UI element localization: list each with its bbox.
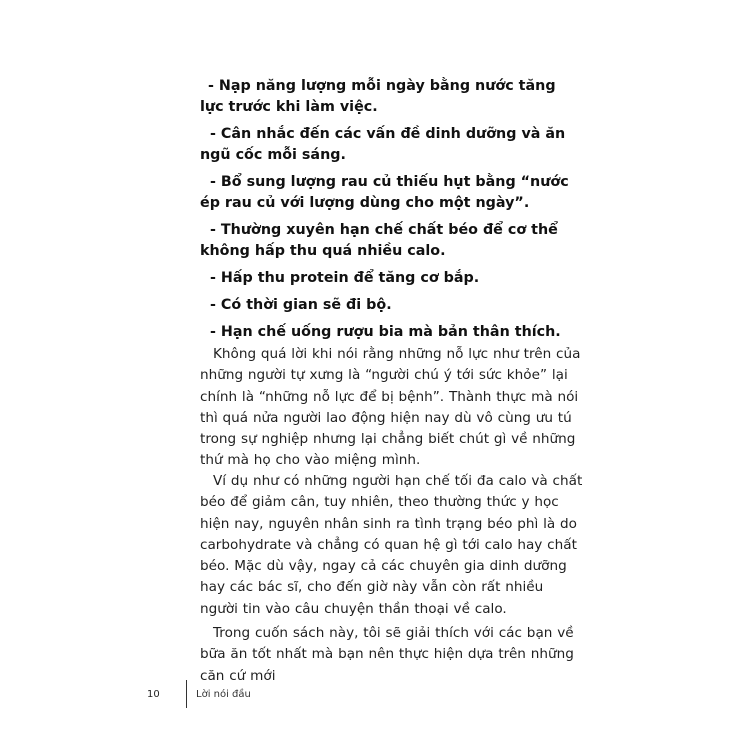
body-paragraph: Trong cuốn sách này, tôi sẽ giải thích với các bạn về bữa ăn tốt nhất mà bạn nên thực hiện dựa trên những căn cứ mới xyxy=(200,625,574,684)
bullet-item: - Nạp năng lượng mỗi ngày bằng nước tăng lực trước khi làm việc. xyxy=(200,78,556,115)
bullet-item: - Hấp thu protein để tăng cơ bắp. xyxy=(210,270,480,286)
bullet-item: - Cân nhắc đến các vấn đề dinh dưỡng và ăn ngũ cốc mỗi sáng. xyxy=(200,126,566,163)
bullet-item: - Hạn chế uống rượu bia mà bản thân thích. xyxy=(210,324,561,340)
footer-divider xyxy=(186,680,187,708)
body-paragraph: Không quá lời khi nói rằng những nỗ lực như trên của những người tự xưng là “người chú ý tới sức khỏe” lại chính là “những nỗ lực để bị bệnh”. Thành thực mà nói thì quá nửa người lao động hiện nay dù vô cùng ưu tú trong sự nghiệp nhưng lại chẳng biết chút gì về những thứ mà họ cho vào miệng mình. xyxy=(200,346,581,469)
page-footer xyxy=(0,680,750,710)
bullet-list xyxy=(200,76,584,349)
page-number: 10 xyxy=(147,689,160,700)
section-title: Lời nói đầu xyxy=(196,689,251,700)
body-paragraph: Ví dụ như có những người hạn chế tối đa calo và chất béo để giảm cân, tuy nhiên, theo thường thức y học hiện nay, nguyên nhân sinh ra tình trạng béo phì là do carbohydrate và chẳng có quan hệ gì tới calo hay chất béo. Mặc dù vậy, ngay cả các chuyên gia dinh dưỡng hay các bác sĩ, cho đến giờ này vẫn còn rất nhiều người tin vào câu chuyện thần thoại về calo. xyxy=(200,473,583,617)
bullet-item: - Có thời gian sẽ đi bộ. xyxy=(210,297,392,313)
bullet-item: - Thường xuyên hạn chế chất béo để cơ thể không hấp thu quá nhiều calo. xyxy=(200,222,558,259)
bullet-item: - Bổ sung lượng rau củ thiếu hụt bằng “nước ép rau củ với lượng dùng cho một ngày”. xyxy=(200,174,569,211)
